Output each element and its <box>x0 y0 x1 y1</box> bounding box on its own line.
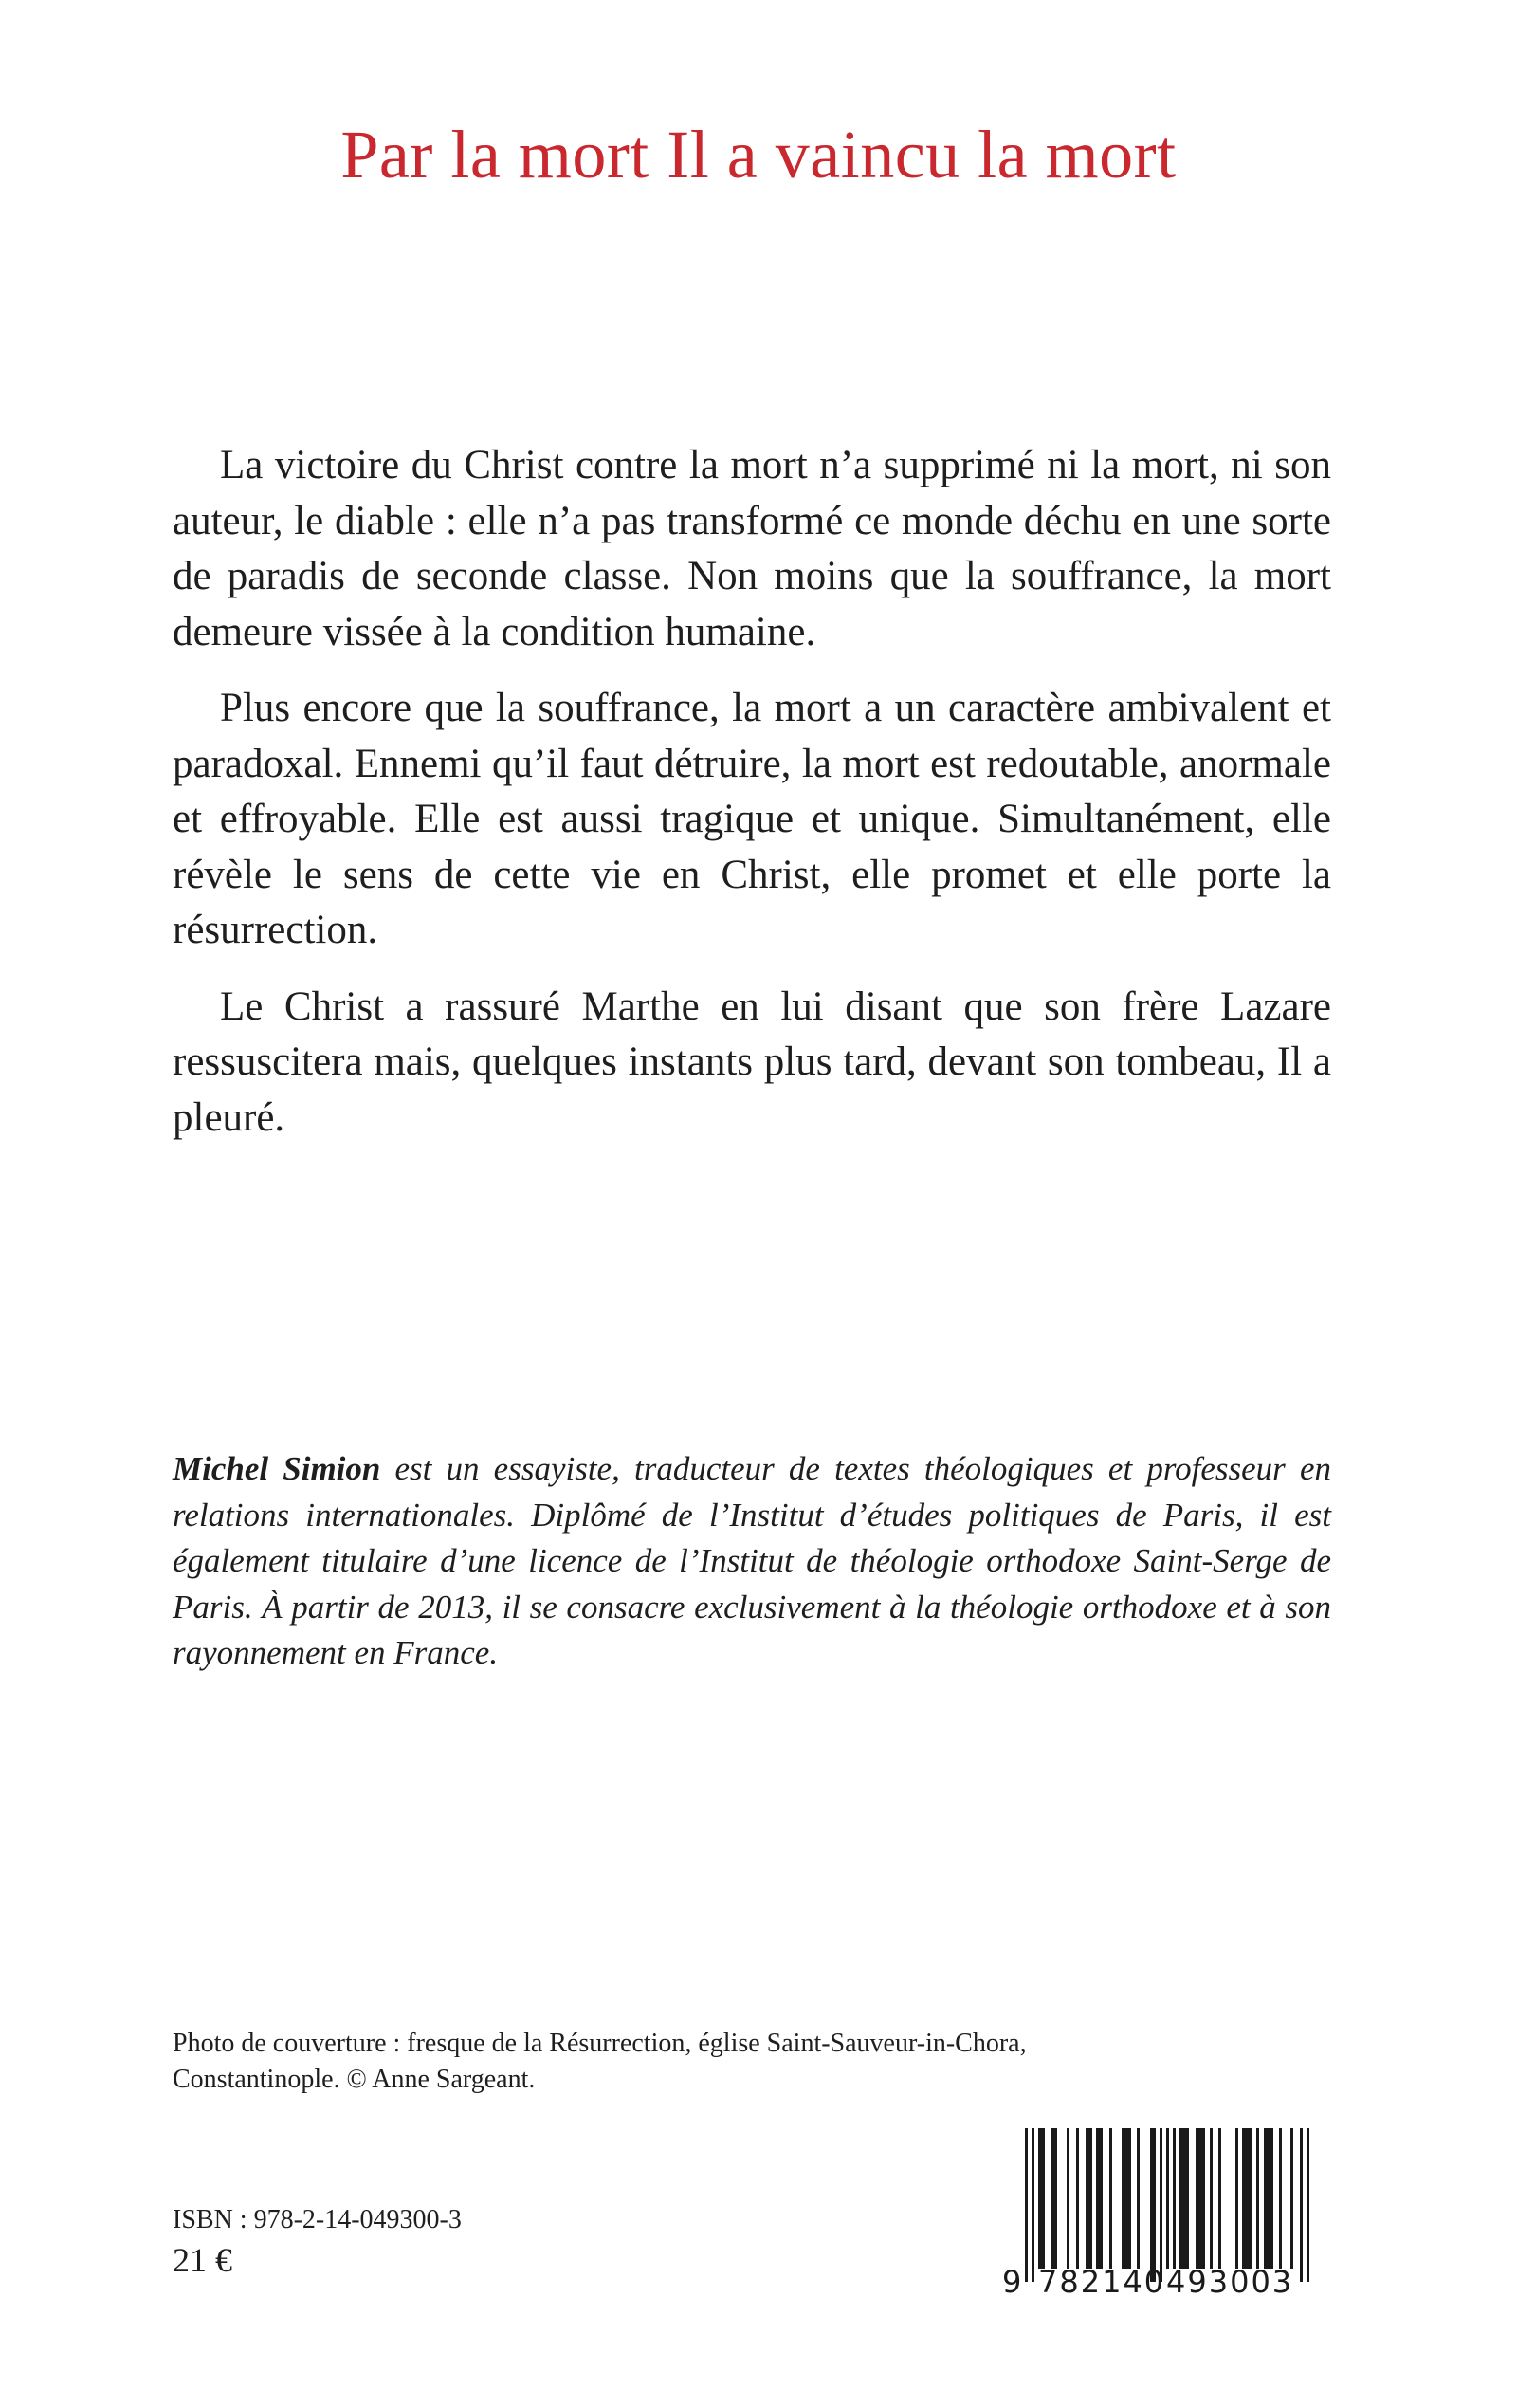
barcode-left-digits: 782140 <box>1038 2264 1166 2300</box>
blurb-paragraph-3: Le Christ a rassuré Marthe en lui disant que son frère Lazare ressuscitera mais, quelques instants plus tard, devant son tombeau, Il a pleuré. <box>173 983 1331 1140</box>
blurb-paragraph-2: Plus encore que la souffrance, la mort a un caractère ambivalent et paradoxal. Ennemi qu’il faut détruire, la mort est redoutable, anormale et effroyable. Elle est aussi tragique et unique. Simultanément, elle révèle le sens de cette vie en Christ, elle promet et elle porte la résurrection. <box>173 686 1331 952</box>
book-title: Par la mort Il a vaincu la mort <box>340 117 1177 193</box>
isbn-barcode <box>1000 2124 1342 2300</box>
back-cover-blurb <box>173 438 1331 1167</box>
author-bio <box>173 1446 1331 1677</box>
photo-credit <box>173 2026 1215 2098</box>
author-bio-text: est un essayiste, traducteur de textes théologiques et professeur en relations internationales. Diplômé de l’Institut d’études politiques de Paris, il est également titulaire d’une licence de l’Institut de théologie orthodoxe Saint-Serge de Paris. À partir de 2013, il se consacre exclusivement à la théologie orthodoxe et à son rayonnement en France. <box>173 1450 1331 1671</box>
isbn-label: ISBN : 978-2-14-049300-3 <box>173 2205 462 2234</box>
barcode-right-digits: 493003 <box>1166 2264 1294 2300</box>
photo-credit-line-1: Photo de couverture : fresque de la Résurrection, église Saint-Sauveur-in-Chora, <box>173 2029 1027 2058</box>
photo-credit-line-2: Constantinople. © Anne Sargeant. <box>173 2065 536 2094</box>
price-label: 21 € <box>173 2241 232 2279</box>
author-name: Michel Simion <box>173 1450 381 1487</box>
barcode-first-digit: 9 <box>1002 2264 1022 2300</box>
blurb-paragraph-1: La victoire du Christ contre la mort n’a supprimé ni la mort, ni son auteur, le diable : elle n’a pas transformé ce monde déchu en une sorte de paradis de seconde classe. Non moins que la souffrance, la mort demeure vissée à la condition humaine. <box>173 443 1331 654</box>
